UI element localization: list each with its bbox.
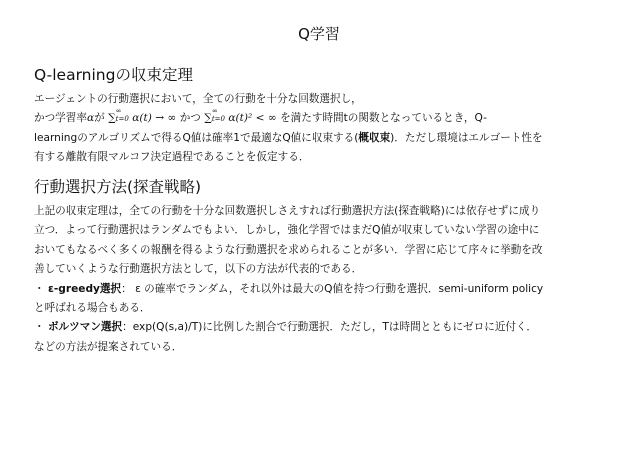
formula-sum-alpha <box>108 107 177 125</box>
sum-symbol: ∑ <box>108 112 116 125</box>
text-fragment: を満たす時間tの関数となっているとき，Q- <box>280 112 487 125</box>
page-title: Q学習 <box>298 25 340 43</box>
list-item-title: ボルツマン選択 <box>47 321 123 334</box>
sum-lower: t=0 <box>211 115 225 124</box>
list-item-boltzmann <box>34 318 614 337</box>
text-line-with-formula <box>34 109 614 128</box>
sum-upper: ∞ <box>211 107 218 116</box>
formula-term: α(t) → ∞ <box>132 112 177 125</box>
section-action-selection <box>34 176 614 357</box>
section-body <box>34 90 614 168</box>
sum-upper: ∞ <box>115 107 122 116</box>
text-line: エージェントの行動選択において，全ての行動を十分な回数選択し， <box>34 93 362 105</box>
text-line: 立つ．よって行動選択はランダムでもよい．しかし，強化学習ではまだQ値が収束していない学習の途中に <box>34 224 540 237</box>
list-item-continuation: と呼ばれる場合もある． <box>34 302 151 315</box>
list-item-text: ： ε の確率でランダム，それ以外は最大のQ値を持つ行動を選択．semi-uniform policy <box>121 282 544 295</box>
section-heading: Q-learningの収束定理 <box>34 66 193 84</box>
text-line <box>34 129 614 148</box>
list-item-text: ：exp(Q(s,a)/T)に比例した割合で行動選択．ただし，Tは時間とともにゼロに近付く． <box>122 321 537 334</box>
bullet: ・ <box>34 321 45 334</box>
section-convergence-theorem <box>34 64 614 168</box>
alpha-symbol: α <box>86 112 95 125</box>
list-item-epsilon-greedy <box>34 280 614 299</box>
formula-sum-alpha-squared <box>204 107 277 125</box>
bullet: ・ <box>34 282 45 295</box>
text-fragment: が <box>94 112 105 125</box>
emphasis-almost-sure-convergence: 概収束 <box>358 131 391 144</box>
text-line: 有する離散有限マルコフ決定過程であることを仮定する． <box>34 151 310 164</box>
section-body <box>34 202 614 357</box>
sum-limits <box>212 107 225 123</box>
text-fragment: かつ学習率 <box>34 112 87 125</box>
text-fragment: かつ <box>179 112 201 125</box>
text-line: おいてもなるべく多くの報酬を得るような行動選択を求められることが多い．学習に応じて序々に挙動を改 <box>34 243 543 256</box>
text-line: 上記の収束定理は，全ての行動を十分な回数選択しさえすれば行動選択方法(探査戦略)には依存せずに成り <box>34 205 541 217</box>
text-fragment: learningのアルゴリズムで得るQ値は確率1で最適なQ値に収束する( <box>34 131 359 144</box>
sum-symbol: ∑ <box>204 112 212 125</box>
sum-limits <box>116 107 129 123</box>
text-fragment: )．ただし環境はエルゴート性を <box>390 131 543 144</box>
text-line: などの方法が提案されている． <box>34 340 183 353</box>
formula-term: α(t)² < ∞ <box>228 112 277 125</box>
sum-lower: t=0 <box>115 115 129 124</box>
list-item-title: ε-greedy選択 <box>47 282 122 295</box>
text-line: 善していくような行動選択方法として，以下の方法が代表的である． <box>34 263 363 276</box>
section-heading: 行動選択方法(探査戦略) <box>34 178 202 196</box>
